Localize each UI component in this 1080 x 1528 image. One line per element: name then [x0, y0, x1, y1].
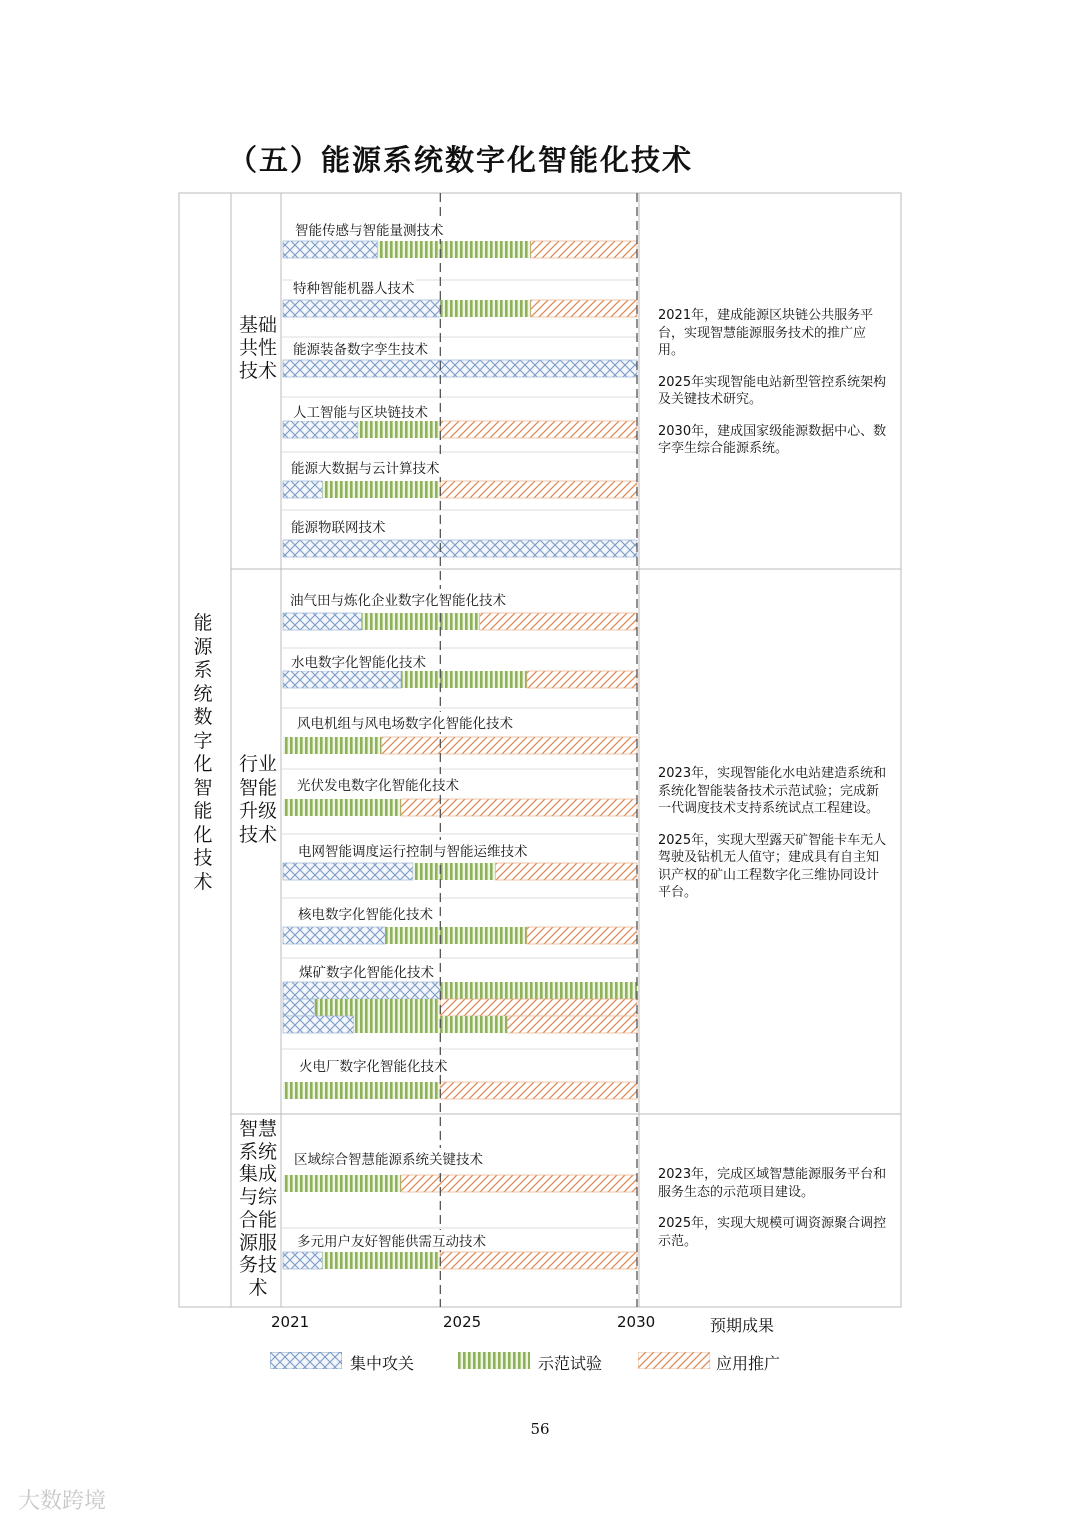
results-header: 预期成果: [710, 1316, 775, 1335]
bar-segment-concentrated: [283, 421, 358, 438]
bar-segment-concentrated: [283, 982, 440, 999]
bar-segment-application: [507, 1016, 637, 1033]
tech-label: 特种智能机器人技术: [292, 277, 416, 297]
result-text: 2021年，建成能源区块链公共服务平台，实现智慧能源服务技术的推广应用。: [658, 308, 874, 358]
section-label-industry: 行业智能升级技术: [238, 753, 277, 846]
bar-segment-application: [401, 799, 637, 816]
tech-label: 风电机组与风电场数字化智能化技术: [296, 712, 514, 732]
tech-label: 光伏发电数字化智能化技术: [296, 774, 460, 794]
bar-segment-concentrated: [283, 999, 314, 1016]
tech-label: 能源大数据与云计算技术: [290, 457, 441, 477]
bar-segment-demonstration: [283, 1175, 401, 1192]
page-title: （五）能源系统数字化智能化技术: [228, 143, 694, 177]
x-tick-2030: 2030: [617, 1313, 656, 1331]
bar-segment-concentrated: [283, 1252, 322, 1269]
result-text: 2023年，实现智能化水电站建造系统和系统化智能装备技术示范试验；完成新一代调度技术支持系统试点工程建设。: [658, 766, 887, 816]
tech-label: 电网智能调度运行控制与智能运维技术: [297, 840, 529, 860]
watermark: 大数跨境: [18, 1489, 107, 1514]
tech-label: 智能传感与智能量测技术: [294, 219, 445, 239]
page-number: 56: [530, 1420, 550, 1438]
bar-segment-demonstration: [440, 300, 530, 317]
bar-segment-concentrated: [283, 481, 322, 498]
bar-segment-demonstration: [354, 1016, 507, 1033]
bar-segment-demonstration: [283, 737, 381, 754]
legend-label-demonstration: 示范试验: [538, 1354, 603, 1373]
bar-segment-application: [531, 300, 637, 317]
legend-label-application: 应用推广: [716, 1354, 781, 1373]
bar-segment-application: [527, 927, 637, 944]
bar-segment-concentrated: [283, 300, 440, 317]
bar-segment-application: [531, 241, 637, 258]
bar-segment-application: [440, 1252, 637, 1269]
bar-segment-concentrated: [283, 360, 637, 377]
bar-segment-concentrated: [283, 671, 401, 688]
results-block-industry: [658, 765, 890, 916]
bar-segment-application: [480, 613, 637, 630]
bar-segment-concentrated: [283, 540, 637, 557]
result-text: 2025年，实现大型露天矿智能卡车无人驾驶及钻机无人值守；建成具有自主知识产权的矿山工程数字化三维协同设计平台。: [658, 832, 887, 900]
bar-segment-demonstration: [385, 927, 527, 944]
bar-segment-demonstration: [283, 799, 401, 816]
tech-label: 多元用户友好智能供需互动技术: [296, 1230, 487, 1250]
bar-segment-concentrated: [283, 863, 413, 880]
tech-label: 能源装备数字孪生技术: [292, 338, 429, 358]
bar-segment-demonstration: [314, 999, 440, 1016]
tech-label: 区域综合智慧能源系统关键技术: [293, 1148, 484, 1168]
tech-label: 核电数字化智能化技术: [297, 903, 434, 923]
results-block-basic: [658, 307, 890, 472]
x-tick-2021: 2021: [271, 1313, 310, 1331]
bar-segment-application: [440, 421, 637, 438]
bar-segment-demonstration: [322, 481, 440, 498]
bar-segment-demonstration: [440, 982, 637, 999]
bar-segment-concentrated: [283, 241, 377, 258]
result-text: 2030年，建成国家级能源数据中心、数字孪生综合能源系统。: [658, 423, 887, 456]
bar-segment-application: [440, 999, 637, 1016]
bar-segment-demonstration: [413, 863, 496, 880]
outer-category-label: 能源系统数字化智能化技术: [193, 612, 213, 893]
legend-swatch-concentrated: [270, 1352, 342, 1369]
result-text: 2025年实现智能电站新型管控系统架构及关键技术研究。: [658, 374, 887, 407]
bar-segment-demonstration: [377, 241, 530, 258]
bar-segment-demonstration: [358, 421, 441, 438]
tech-label: 水电数字化智能化技术: [290, 651, 427, 671]
bar-segment-application: [440, 1082, 637, 1099]
bar-segment-application: [381, 737, 637, 754]
bar-segment-concentrated: [283, 1016, 354, 1033]
tech-label: 人工智能与区块链技术: [292, 401, 429, 421]
bar-segment-demonstration: [401, 671, 527, 688]
x-tick-2025: 2025: [443, 1313, 482, 1331]
bar-segment-demonstration: [362, 613, 480, 630]
section-label-basic: 基础共性技术: [238, 314, 277, 382]
legend-swatch-application: [638, 1352, 710, 1369]
bar-segment-concentrated: [283, 613, 362, 630]
results-block-integration: [658, 1166, 890, 1264]
legend-label-concentrated: 集中攻关: [350, 1354, 415, 1373]
tech-label: 火电厂数字化智能化技术: [298, 1055, 449, 1075]
bar-segment-application: [527, 671, 637, 688]
result-text: 2023年，完成区域智慧能源服务平台和服务生态的示范项目建设。: [658, 1167, 887, 1200]
bar-segment-application: [401, 1175, 637, 1192]
tech-label: 煤矿数字化智能化技术: [298, 961, 435, 981]
bar-segment-concentrated: [283, 927, 385, 944]
legend-swatch-demonstration: [458, 1352, 530, 1369]
result-text: 2025年，实现大规模可调资源聚合调控示范。: [658, 1216, 887, 1249]
section-label-integration: 智慧系统集成与综合能源服务技术: [238, 1118, 277, 1299]
bar-segment-demonstration: [283, 1082, 440, 1099]
tech-label: 能源物联网技术: [290, 516, 387, 536]
bar-segment-demonstration: [322, 1252, 440, 1269]
tech-label: 油气田与炼化企业数字化智能化技术: [289, 589, 507, 609]
bar-segment-application: [495, 863, 637, 880]
bar-segment-application: [440, 481, 637, 498]
